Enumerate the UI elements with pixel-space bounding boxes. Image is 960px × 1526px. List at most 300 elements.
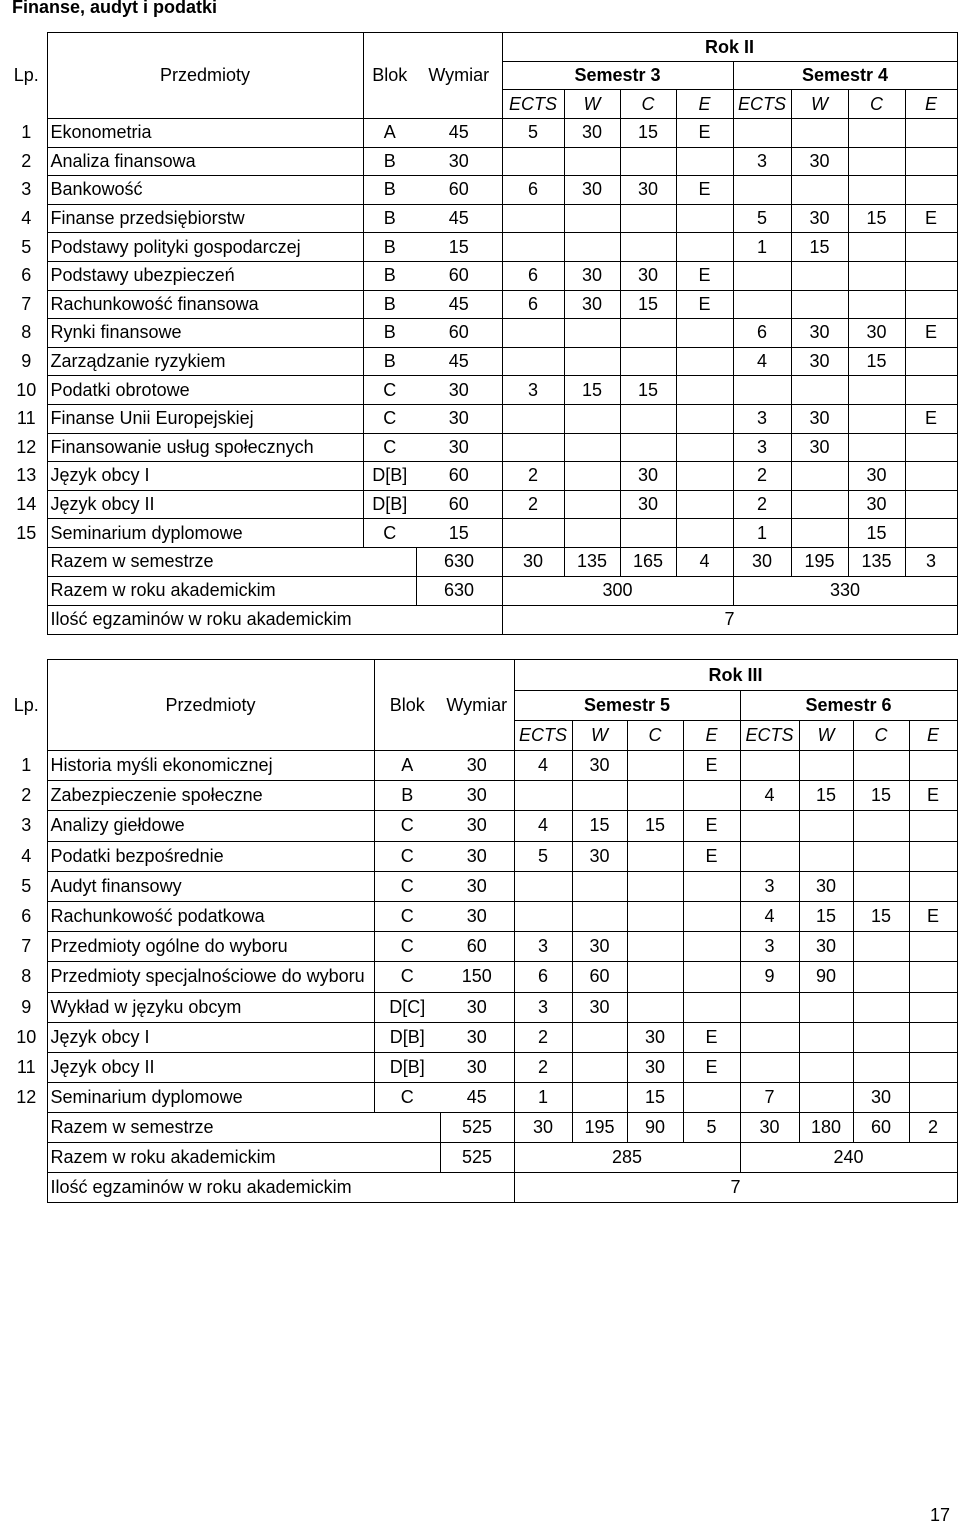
subject-name: Przedmioty ogólne do wyboru [47,932,374,962]
value-cell [564,490,620,519]
hours-cell: 30 [416,433,502,462]
value-cell: 6 [502,290,564,319]
sub-header: ECTS [502,90,564,119]
value-cell [905,147,957,176]
block-cell: D[B] [374,1022,440,1052]
value-cell [909,811,957,841]
subject-row [6,462,957,491]
value-cell [848,261,905,290]
value-cell [564,519,620,548]
total-cell: 165 [620,547,676,576]
subject-row [6,176,957,205]
value-cell [502,319,564,348]
value-cell [564,462,620,491]
hours-cell: 15 [416,519,502,548]
value-cell: 15 [799,901,853,931]
value-cell: 3 [733,404,791,433]
hours-cell: 15 [416,233,502,262]
year-total-sem-b: 330 [733,576,957,605]
value-cell [853,1052,909,1082]
block-cell: C [363,433,416,462]
value-cell [853,1022,909,1052]
hours-cell: 30 [440,1022,514,1052]
block-cell: B [363,147,416,176]
value-cell: 30 [853,1083,909,1113]
page-number: 17 [929,1505,950,1525]
hours-header: Wymiar [440,660,514,751]
value-cell: E [676,176,733,205]
hours-cell: 30 [416,376,502,405]
value-cell [905,519,957,548]
value-cell: 30 [791,204,848,233]
block-header: Blok [374,660,440,751]
block-cell: C [374,811,440,841]
value-cell [627,751,683,781]
exams-label: Ilość egzaminów w roku akademickim [47,605,502,634]
total-cell: 3 [905,547,957,576]
hours-header: Wymiar [416,33,502,119]
page-title: Finanse, audyt i podatki [12,0,218,17]
sub-header: W [799,721,853,751]
subject-name: Audyt finansowy [47,871,374,901]
value-cell [848,376,905,405]
value-cell [799,992,853,1022]
hours-cell: 45 [440,1083,514,1113]
year-header: Rok III [514,660,957,691]
value-cell: 15 [627,1083,683,1113]
value-cell [676,462,733,491]
row-number: 7 [6,932,47,962]
value-cell: 3 [502,376,564,405]
value-cell: E [905,319,957,348]
subject-row [6,376,957,405]
exams-value: 7 [502,605,957,634]
hours-cell: 30 [440,901,514,931]
value-cell [683,781,740,811]
value-cell: E [683,841,740,871]
block-cell: D[B] [374,1052,440,1082]
value-cell: 4 [740,901,799,931]
value-cell [620,204,676,233]
subject-row [6,119,957,148]
block-cell: B [363,233,416,262]
year-total-sem-a: 300 [502,576,733,605]
value-cell [853,871,909,901]
block-cell: D[B] [363,462,416,491]
value-cell: 6 [502,261,564,290]
sub-header: W [572,721,627,751]
semester-b-header: Semestr 4 [733,62,957,90]
value-cell: 30 [564,261,620,290]
value-cell [572,781,627,811]
year-total-row [6,1143,957,1173]
value-cell [502,147,564,176]
block-cell: C [374,871,440,901]
block-header: Blok [363,33,416,119]
hours-cell: 60 [416,490,502,519]
value-cell: 30 [620,490,676,519]
value-cell: 30 [564,290,620,319]
sub-header: E [905,90,957,119]
value-cell: 15 [853,781,909,811]
total-cell: 30 [502,547,564,576]
value-cell [909,841,957,871]
hours-cell: 60 [416,261,502,290]
row-number: 10 [6,1022,47,1052]
value-cell: 15 [620,376,676,405]
value-cell: 15 [564,376,620,405]
hours-cell: 30 [440,751,514,781]
value-cell: 1 [733,233,791,262]
value-cell: 30 [791,433,848,462]
value-cell [848,119,905,148]
value-cell: E [909,781,957,811]
value-cell [909,1022,957,1052]
total-cell: 4 [676,547,733,576]
value-cell [905,233,957,262]
sub-header: E [683,721,740,751]
value-cell: 30 [564,119,620,148]
row-number: 3 [6,811,47,841]
lp-header: Lp. [6,33,47,119]
value-cell [620,433,676,462]
block-cell: C [363,519,416,548]
value-cell [799,1083,853,1113]
year-total-row [6,576,957,605]
row-number: 9 [6,347,47,376]
value-cell: E [683,751,740,781]
subject-name: Podatki bezpośrednie [47,841,374,871]
subject-name: Analiza finansowa [47,147,363,176]
value-cell: 4 [514,811,572,841]
subject-name: Seminarium dyplomowe [47,1083,374,1113]
year-total-hours: 525 [440,1143,514,1173]
value-cell: 15 [620,119,676,148]
value-cell [905,261,957,290]
value-cell: 2 [502,490,564,519]
value-cell: E [683,1022,740,1052]
value-cell [909,751,957,781]
value-cell [853,811,909,841]
value-cell [853,992,909,1022]
subject-row [6,811,957,841]
value-cell: E [909,901,957,931]
value-cell: 30 [564,176,620,205]
value-cell: 60 [572,962,627,992]
value-cell [683,1083,740,1113]
value-cell: 90 [799,962,853,992]
value-cell: 30 [791,319,848,348]
lp-header: Lp. [6,660,47,751]
sub-header: W [564,90,620,119]
semester-a-header: Semestr 3 [502,62,733,90]
value-cell: 30 [620,462,676,491]
total-cell: 30 [514,1113,572,1143]
hours-cell: 30 [440,811,514,841]
row-number: 13 [6,462,47,491]
block-cell: B [363,319,416,348]
value-cell [627,932,683,962]
value-cell: 2 [502,462,564,491]
block-cell: C [374,1083,440,1113]
subject-row [6,781,957,811]
value-cell: 30 [848,462,905,491]
sub-header: C [627,721,683,751]
value-cell: 4 [740,781,799,811]
subject-row [6,992,957,1022]
value-cell: E [683,1052,740,1082]
value-cell: 5 [514,841,572,871]
year-total-hours: 630 [416,576,502,605]
value-cell: 15 [848,204,905,233]
row-number: 8 [6,319,47,348]
value-cell [502,347,564,376]
subject-name: Rynki finansowe [47,319,363,348]
row-number: 2 [6,147,47,176]
value-cell: 5 [733,204,791,233]
sub-header: E [909,721,957,751]
value-cell: 5 [502,119,564,148]
subject-name: Seminarium dyplomowe [47,519,363,548]
value-cell: E [905,204,957,233]
row-number: 6 [6,261,47,290]
value-cell [905,119,957,148]
value-cell [676,519,733,548]
sub-header: C [620,90,676,119]
hours-cell: 60 [440,932,514,962]
subject-row [6,901,957,931]
subject-name: Wykład w języku obcym [47,992,374,1022]
value-cell: 3 [733,433,791,462]
value-cell: 3 [514,992,572,1022]
row-number: 6 [6,901,47,931]
value-cell [905,347,957,376]
subject-row [6,1083,957,1113]
row-number: 1 [6,119,47,148]
row-number: 11 [6,404,47,433]
value-cell [740,841,799,871]
value-cell: 15 [848,347,905,376]
value-cell: 3 [733,147,791,176]
value-cell: 2 [733,462,791,491]
row-number: 9 [6,992,47,1022]
value-cell [620,347,676,376]
value-cell [740,1022,799,1052]
subject-name: Podstawy polityki gospodarczej [47,233,363,262]
value-cell [853,932,909,962]
value-cell [683,871,740,901]
row-number: 12 [6,433,47,462]
value-cell: 30 [572,932,627,962]
total-cell: 30 [733,547,791,576]
row-number: 12 [6,1083,47,1113]
subject-row [6,932,957,962]
value-cell [564,433,620,462]
value-cell: 7 [740,1083,799,1113]
value-cell [848,233,905,262]
subject-row [6,290,957,319]
block-cell: B [363,261,416,290]
value-cell [627,781,683,811]
value-cell [791,119,848,148]
subject-name: Język obcy I [47,462,363,491]
value-cell [502,519,564,548]
value-cell [620,319,676,348]
sub-header: ECTS [733,90,791,119]
total-cell: 135 [564,547,620,576]
value-cell: 30 [799,932,853,962]
value-cell [909,871,957,901]
value-cell: 6 [514,962,572,992]
value-cell: 15 [627,811,683,841]
semester-total-hours: 525 [440,1113,514,1143]
total-cell: 90 [627,1113,683,1143]
value-cell [853,751,909,781]
value-cell [799,811,853,841]
value-cell [676,347,733,376]
block-cell: B [363,347,416,376]
subject-name: Finanse Unii Europejskiej [47,404,363,433]
value-cell [683,932,740,962]
subjects-header: Przedmioty [47,660,374,751]
subject-name: Analizy giełdowe [47,811,374,841]
value-cell [740,1052,799,1082]
value-cell [905,462,957,491]
value-cell: 30 [572,841,627,871]
value-cell [909,962,957,992]
value-cell [676,490,733,519]
value-cell: 6 [502,176,564,205]
sub-header: ECTS [740,721,799,751]
value-cell [909,1083,957,1113]
value-cell [683,962,740,992]
value-cell [676,433,733,462]
row-number: 2 [6,781,47,811]
row-number: 5 [6,871,47,901]
value-cell [564,147,620,176]
block-cell: A [374,751,440,781]
value-cell [683,901,740,931]
value-cell [799,751,853,781]
value-cell [733,119,791,148]
hours-cell: 45 [416,119,502,148]
semester-total-row [6,547,957,576]
sub-header: ECTS [514,721,572,751]
sub-header: C [848,90,905,119]
semester-total-row [6,1113,957,1143]
subject-name: Bankowość [47,176,363,205]
value-cell [740,751,799,781]
subject-name: Język obcy I [47,1022,374,1052]
value-cell: 30 [791,347,848,376]
value-cell [514,871,572,901]
total-cell: 195 [572,1113,627,1143]
value-cell [502,404,564,433]
hours-cell: 150 [440,962,514,992]
value-cell [676,147,733,176]
value-cell [676,376,733,405]
subject-name: Rachunkowość finansowa [47,290,363,319]
subject-row [6,347,957,376]
value-cell: 30 [572,751,627,781]
row-number: 14 [6,490,47,519]
value-cell [905,376,957,405]
value-cell [620,404,676,433]
subject-row [6,404,957,433]
hours-cell: 30 [440,1052,514,1082]
value-cell [733,376,791,405]
subject-row [6,261,957,290]
sub-header: W [791,90,848,119]
subject-row [6,1022,957,1052]
year-header: Rok II [502,33,957,62]
value-cell: 9 [740,962,799,992]
subject-name: Zabezpieczenie społeczne [47,781,374,811]
value-cell [791,490,848,519]
subject-row [6,233,957,262]
value-cell: 15 [853,901,909,931]
subject-row [6,147,957,176]
block-cell: C [363,404,416,433]
row-number: 4 [6,204,47,233]
subject-name: Podstawy ubezpieczeń [47,261,363,290]
value-cell: 1 [514,1083,572,1113]
value-cell [627,901,683,931]
value-cell: 3 [740,871,799,901]
value-cell [791,376,848,405]
value-cell [740,992,799,1022]
value-cell [572,1083,627,1113]
value-cell: 4 [733,347,791,376]
value-cell [627,871,683,901]
value-cell [502,433,564,462]
subject-name: Finansowanie usług społecznych [47,433,363,462]
value-cell: E [683,811,740,841]
value-cell: 30 [799,871,853,901]
year-total-label: Razem w roku akademickim [47,576,416,605]
value-cell [502,204,564,233]
subjects-header: Przedmioty [47,33,363,119]
value-cell: 30 [848,319,905,348]
semester-total-hours: 630 [416,547,502,576]
block-cell: B [363,290,416,319]
value-cell [905,490,957,519]
value-cell: 3 [740,932,799,962]
value-cell: 6 [733,319,791,348]
subject-row [6,841,957,871]
row-number: 7 [6,290,47,319]
semester-total-label: Razem w semestrze [47,547,416,576]
value-cell: 30 [848,490,905,519]
value-cell [799,1022,853,1052]
value-cell [791,519,848,548]
block-cell: B [363,204,416,233]
value-cell [676,319,733,348]
value-cell: 30 [572,992,627,1022]
sub-header: E [676,90,733,119]
value-cell [676,233,733,262]
value-cell [564,347,620,376]
value-cell [848,290,905,319]
hours-cell: 60 [416,319,502,348]
subject-row [6,1052,957,1082]
value-cell [564,404,620,433]
block-cell: A [363,119,416,148]
subject-name: Przedmioty specjalnościowe do wyboru [47,962,374,992]
value-cell [791,261,848,290]
value-cell [799,1052,853,1082]
row-number: 10 [6,376,47,405]
